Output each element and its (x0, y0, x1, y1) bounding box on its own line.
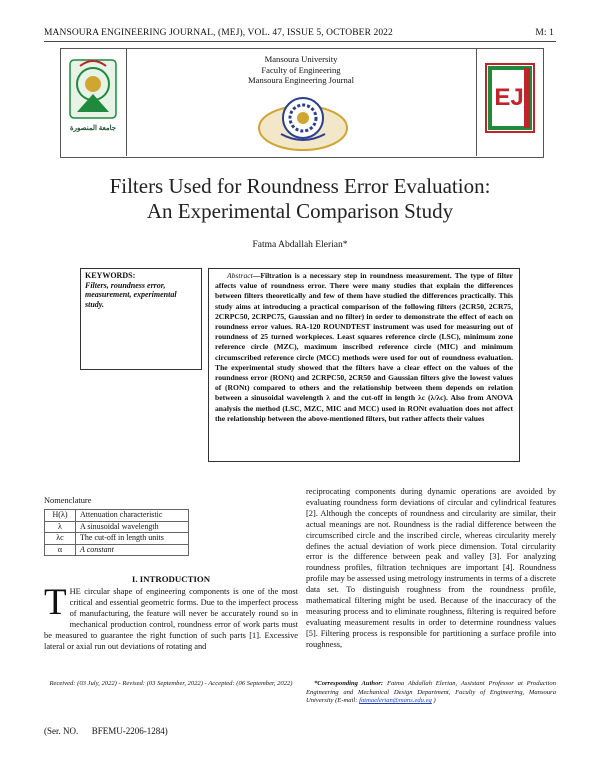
nomenclature-row (45, 510, 189, 522)
nomenclature-row (45, 521, 189, 533)
intro-paragraph (44, 582, 298, 652)
keywords-box (80, 268, 202, 370)
intro-text: HE circular shape of engineering components is one of the most critical and essential geometric forms. Due to the imperfect process of manufacturing, the feature will never be accurately round so in mechanical production control, roundness error of work parts must be measured to guarantee the right function of such parts [1]. Excessive lateral or axial run out deviations of rotating and (44, 587, 298, 651)
journal-logo-text: EJ (494, 84, 524, 111)
nomenclature-row (45, 544, 189, 556)
corresponding-label: *Corresponding Author: (314, 680, 384, 687)
corresponding-author-note (306, 680, 556, 706)
journal-name: Mansoura Engineering Journal (248, 75, 354, 85)
paper-title-line2: An Experimental Comparison Study (146, 199, 454, 223)
author-name: Fatma Abdallah Elerian* (252, 240, 348, 250)
masthead-right-divider (476, 48, 477, 156)
nomenclature-symbol: λc (45, 533, 76, 545)
nomenclature-heading: Nomenclature (44, 496, 92, 505)
corresponding-end: ) (433, 697, 436, 704)
paper-title-line1: Filters Used for Roundness Error Evaluation: (109, 174, 491, 198)
university-name: Mansoura University (264, 54, 338, 64)
section-heading-introduction: I. INTRODUCTION (131, 574, 211, 584)
keywords-text: Filters, roundness error, measurement, experimental study. (85, 280, 177, 309)
nomenclature-symbol: λ (45, 521, 76, 533)
nomenclature-symbol: H(λ) (45, 510, 76, 522)
nomenclature-row (45, 533, 189, 545)
nomenclature-desc: A sinusoidal wavelength (76, 521, 189, 533)
paper-title (40, 174, 560, 224)
masthead-text (126, 54, 476, 86)
author-email-link[interactable]: fatmaelerian@mans.edu.eg (359, 697, 432, 704)
faculty-name: Faculty of Engineering (261, 64, 341, 75)
nomenclature-table (44, 509, 189, 556)
university-logo-text: جامعة المنصورة (69, 124, 117, 132)
serial-number: (Ser. NO. BFEMU-2206-1284) (44, 726, 168, 736)
received-dates: Received: (03 July, 2022) - Revised: (03 September, 2022) - Accepted: (06 September, 2022) (49, 680, 293, 687)
journal-header: MANSOURA ENGINEERING JOURNAL, (MEJ), VOL. 47, ISSUE 5, OCTOBER 2022 (44, 28, 393, 38)
header-rule (44, 41, 556, 42)
nomenclature-symbol: α (45, 544, 76, 556)
dropcap: T (44, 582, 67, 623)
journal-logo (484, 58, 536, 144)
page-label: M: 1 (535, 28, 554, 38)
abstract-label: Abstract (227, 271, 253, 280)
nomenclature-desc: A constant (76, 544, 189, 556)
right-column-text: reciprocating components during dynamic operations are avoided by evaluating roundness form deviations of circular and cylindrical features [2]. Although the concepts of roundness and circularity are similar, their actual meanings are not. Roundness is the radial difference between the circumscribed circle and the inscribed circle, whereas circularity merely defines the actual deviation of work piece dimension. Total circularity error is the difference between peak and valley [3]. For analyzing roundness profiles, filtration techniques are important [4]. Roundness profile may be assessed using metrology instruments in terms of a discrete data set. To distinguish roughness from the roundness profile, mathematical filtering might be used. Because of the inaccuracy of the measuring process and to eliminate roughness, filtering is required before evaluating measurement results in order to determine roundness values [5]. Filtering process is responsible for partitioning a surface profile into roughness, (306, 487, 556, 649)
nomenclature-desc: The cut-off in length units (76, 533, 189, 545)
faculty-emblem (255, 88, 351, 152)
corresponding-text: Fatma Abdallah Elerian, Assistant Professor at Production Engineering and Mechanical Design Department, Faculty of Engineering, Mansoura University (E-mail: (306, 680, 556, 704)
abstract-box (208, 268, 520, 462)
nomenclature-desc: Attenuation characteristic (76, 510, 189, 522)
keywords-heading: KEYWORDS: (85, 271, 136, 280)
abstract-text: —Filtration is a necessary step in roundness measurement. The type of filter affects value of roundness error. There were many studies that explain the differences between filters theoretically and few of them have studied the differences practically. This study aims at introducing a practical comparison of the following filters (2CR50, 2CR75, 2CRPC50, 2CRPC75, Gaussian and no filter) in order to demonstrate the effect of each on roundness error values. RA-120 ROUNDTEST instrument was used for measuring out of roundness of 25 turned workpieces. Least squares reference circle (LSC), minimum zone reference circle (MZC), maximum inscribed reference circle (MIC) and minimum circumscribed reference circle (MCC) methods were used for out of roundness evaluation. The experimental study showed that the filters have a clear effect on the values of the roundness error (RONt) and 2CRPC50, 2CR50 and Gaussian filters give the lowest values of (RONt) compared to others and the relationship between them depends on relation between a sinusoidal wavelength λ and the cut-off in length λc (λ/λc). Also from ANOVA analysis the method (LSC, MZC, MIC and MCC) used in RONt evaluation does not affect the relationship between the above-mentioned filters, but rather affects their values (215, 271, 513, 423)
university-logo (66, 54, 120, 150)
